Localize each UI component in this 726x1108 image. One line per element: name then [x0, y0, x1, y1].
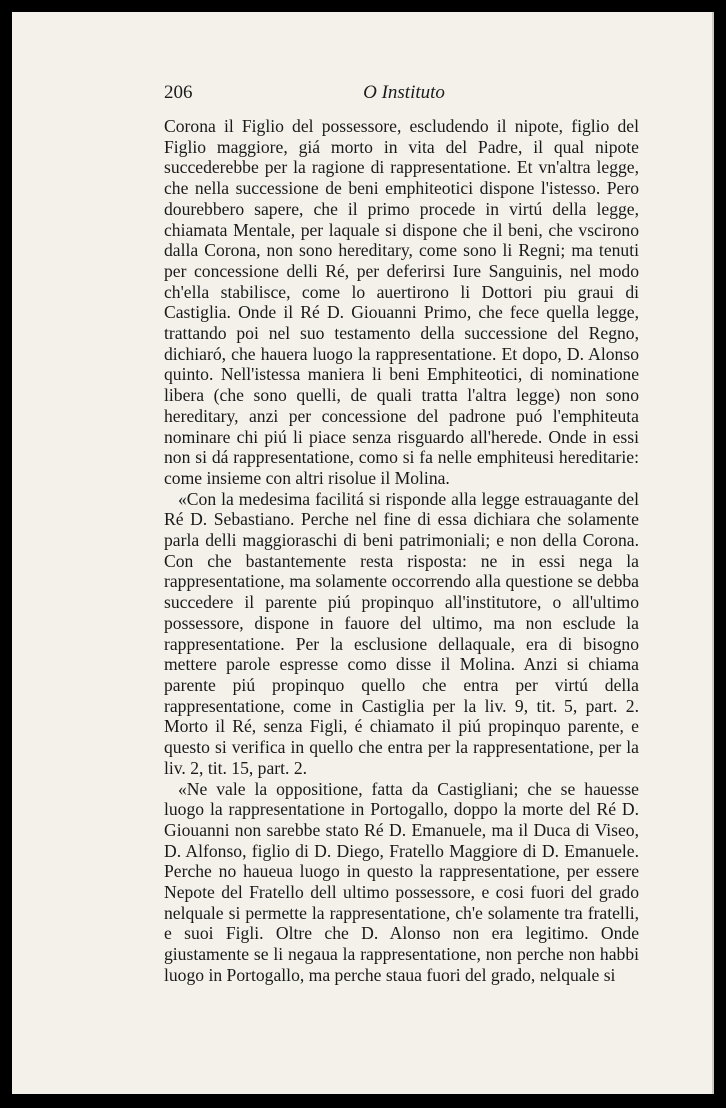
paragraph-3: «Ne vale la oppositione, fatta da Castigliani; che se hauesse luogo la rappresentatione in Portogallo, doppo la morte del Ré D. Giouanni non sarebbe stato Ré D. Emanuele, ma il Duca di Viseo, D. Alfonso, figlio di D. Diego, Fratello Maggiore di D. Emanuele. Perche no haueua luogo in questo la rappresentatione, per essere Nepote del Fratello dell ultimo possessore, e cosi fuori del grado nelquale si permette la rappresentatione, ch'e solamente tra fratelli, e suoi Figli. Oltre che D. Alonso non era legitimo. Onde giustamente se li negaua la rappresentatione, non perche non habbi luogo in Portogallo, ma perche staua fuori del grado, nelquale si	[164, 778, 639, 985]
running-title: O Instituto	[363, 82, 445, 103]
body-text	[164, 116, 639, 986]
book-page	[12, 12, 714, 1094]
page-number: 206	[164, 82, 193, 103]
paragraph-1: Corona il Figlio del possessore, escludendo il nipote, figlio del Figlio maggiore, giá morto in vita del Padre, il qual nipote succederebbe per la ragione di rappresentatione. Et vn'altra legge, che nella successione de beni emphiteotici dispone l'istesso. Pero dourebbero sapere, che il primo procede in virtú della legge, chiamata Mentale, per laquale si dispone che il beni, che vscirono dalla Corona, non sono hereditary, come sono li Regni; ma tenuti per concessione delli Ré, per deferirsi Iure Sanguinis, nel modo ch'ella stabilisce, come lo auertirono li Dottori piu graui di Castiglia. Onde il Ré D. Giouanni Primo, che fece quella legge, trattando poi nel suo testamento della successione del Regno, dichiaró, che hauera luogo la rappresentatione. Et dopo, D. Alonso quinto. Nell'istessa maniera li beni Emphiteotici, di nominatione libera (che sono quelli, de quali tratta l'altra legge) non sono hereditary, anzi per concessione del padrone puó l'emphiteuta nominare chi piú li piace senza risguardo all'herede. Onde in essi non si dá rappresentatione, como si fa nelle emphiteusi hereditarie: come insieme con altri risolue il Molina.	[164, 116, 639, 488]
paragraph-2: «Con la medesima facilitá si risponde alla legge estrauagante del Ré D. Sebastiano. Perche nel fine di essa dichiara che solamente parla delli maggioraschi di beni patrimoniali; e non della Corona. Con che bastantemente resta risposta: ne in essi nega la rappresentatione, ma solamente occorrendo alla questione se debba succedere il parente piú propinquo all'institutore, o all'ultimo possessore, dispone in fauore del ultimo, ma non esclude la rappresentatione. Per la esclusione dellaquale, era di bisogno mettere parole espresse como disse il Molina. Anzi si chiama parente piú propinquo quello che entra per virtú della rappresentatione, come in Castiglia per la liv. 9, tit. 5, part. 2. Morto il Ré, senza Figli, é chiamato il piú propinquo parente, e questo si verifica in quello che entra per la rappresentatione, per la liv. 2, tit. 15, part. 2.	[164, 488, 639, 778]
page-header	[164, 82, 644, 108]
